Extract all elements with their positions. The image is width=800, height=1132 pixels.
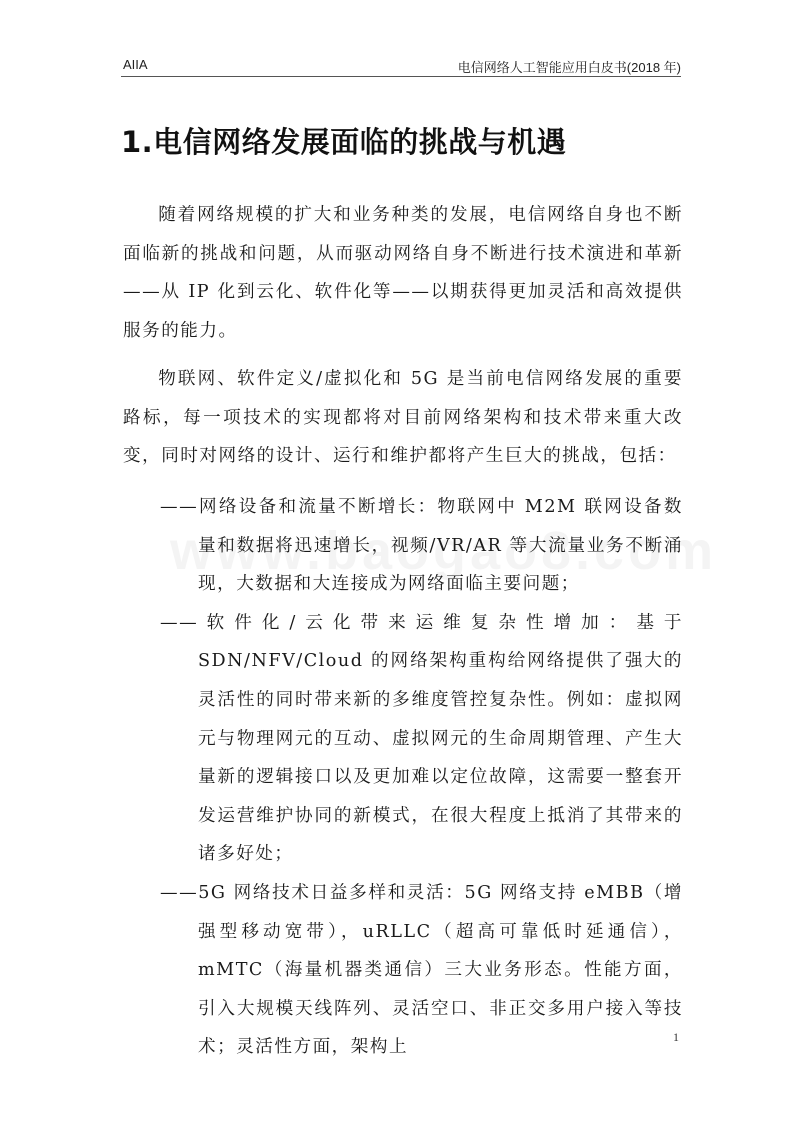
section-title: 1.电信网络发展面临的挑战与机遇 [121, 125, 567, 159]
list-item: ——软件化/云化带来运维复杂性增加：基于 SDN/NFV/Cloud 的网络架构重构给网络提供了强大的灵活性的同时带来新的多维度管控复杂性。例如：虚拟网元与物理网元的互动、虚拟网元的生命周期管理、产生大量新的逻辑接口以及更加难以定位故障，这需要一整套开发运营维护协同的新模式，在很大程度上抵消了其带来的诸多好处； [160, 612, 683, 865]
page-number: 1 [673, 1030, 679, 1044]
list-item: ——网络设备和流量不断增长：物联网中 M2M 联网设备数量和数据将迅速增长，视频/VR/AR 等大流量业务不断涌现，大数据和大连接成为网络面临主要问题； [160, 497, 683, 595]
paragraph-text: 物联网、软件定义/虚拟化和 5G 是当前电信网络发展的重要路标，每一项技术的实现都将对目前网络架构和技术带来重大改变，同时对网络的设计、运行和维护都将产生巨大的挑战，包括： [123, 369, 683, 467]
paragraph-1 [123, 196, 683, 350]
list-item: ——5G 网络技术日益多样和灵活：5G 网络支持 eMBB（增强型移动宽带），uRLLC（超高可靠低时延通信），mMTC（海量机器类通信）三大业务形态。性能方面，引入大规模天线阵列、灵活空口、非正交多用户接入等技术；灵活性方面，架构上 [160, 882, 683, 1058]
page-header [121, 54, 681, 77]
paragraph-text: 随着网络规模的扩大和业务种类的发展，电信网络自身也不断面临新的挑战和问题，从而驱动网络自身不断进行技术演进和革新——从 IP 化到云化、软件化等——以期获得更加灵活和高效提供服务的能力。 [123, 205, 683, 341]
header-org: AIIA [123, 57, 148, 72]
header-doc-title: 电信网络人工智能应用白皮书(2018 年) [457, 60, 681, 75]
challenge-list [160, 488, 683, 1067]
paragraph-2 [123, 360, 683, 476]
